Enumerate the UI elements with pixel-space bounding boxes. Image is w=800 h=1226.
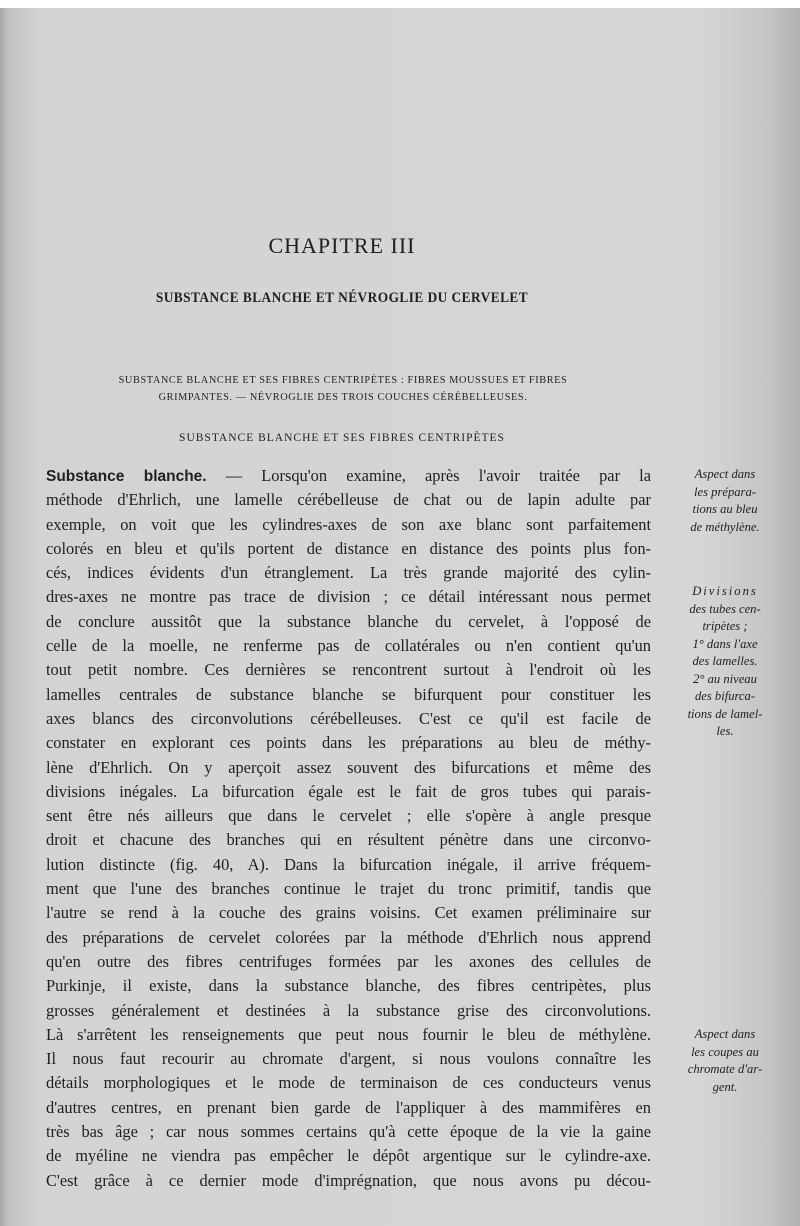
body-line: d'autres centres, en prenant bien garde de l'appliquer à des mammifères en	[46, 1097, 651, 1117]
chapter-heading: CHAPITRE III	[268, 233, 416, 258]
margin-note-line: 1° dans l'axe	[692, 636, 758, 651]
body-line: des préparations de cervelet colorées par la méthode d'Ehrlich nous apprend	[46, 927, 651, 947]
margin-note-line: de méthylène.	[690, 519, 760, 534]
margin-note-line: gent.	[712, 1079, 738, 1094]
margin-note-line: Aspect dans	[694, 467, 756, 481]
body-line-text: — Lorsqu'on examine, après l'avoir traitée par la	[206, 466, 651, 485]
body-line: cés, indices évidents d'un étranglement. La très grande majorité des cylin-	[46, 563, 651, 583]
margin-note-line: chromate d'ar-	[687, 1062, 763, 1076]
body-line: ment que l'une des branches continue le trajet du tronc primitif, tandis que	[46, 879, 651, 899]
margin-note-line: Aspect dans	[694, 1027, 756, 1041]
margin-note-line: tions de lamel-	[687, 706, 763, 721]
margin-note-line: les prépara-	[694, 484, 756, 499]
margin-note-line: les.	[716, 724, 734, 738]
margin-note-line: des tubes cen-	[689, 601, 761, 616]
margin-note-line: des bifurca-	[694, 689, 756, 703]
margin-note-line: des lamelles.	[692, 654, 758, 668]
summary-line: GRIMPANTES. — NÉVROGLIE DES TROIS COUCHES CÉRÉBELLEUSES.	[158, 392, 528, 403]
body-line: Il nous faut recourir au chromate d'argent, si nous voulons connaître les	[46, 1049, 651, 1069]
body-line: qu'en outre des fibres centrifuges formées par les axones des cellules de	[46, 951, 651, 971]
margin-note-line: Divisions	[692, 584, 758, 598]
body-line: dres-axes ne montre pas trace de division ; ce détail intéressant nous permet	[46, 587, 651, 607]
margin-note-line: tripètes ;	[702, 619, 748, 633]
body-line: lamelles centrales de substance blanche se bifurquent pour constituer les	[46, 684, 651, 704]
summary-line: SUBSTANCE BLANCHE ET SES FIBRES CENTRIPÈTES : FIBRES MOUSSUES ET FIBRES	[118, 375, 568, 386]
body-line: lène d'Ehrlich. On y aperçoit assez souvent des bifurcations et même des	[46, 757, 651, 777]
body-line: Purkinje, il existe, dans la substance blanche, des fibres centripètes, plus	[46, 976, 651, 996]
body-line: axes blancs des circonvolutions cérébelleuses. C'est ce qu'il est facile de	[46, 708, 651, 728]
body-line: grosses généralement et destinées à la substance grise des circonvolutions.	[46, 1000, 651, 1020]
body-line: lution distincte (fig. 40, A). Dans la bifurcation inégale, il arrive fréquem-	[46, 854, 651, 874]
body-line: constater en explorant ces points dans les préparations au bleu de méthy-	[46, 733, 651, 753]
body-line: droit et chacune des branches qui en résultent pénètre dans une circonvo-	[46, 830, 651, 850]
body-line: détails morphologiques et le mode de terminaison de ces conducteurs venus	[46, 1073, 651, 1093]
margin-note	[664, 583, 786, 741]
body-line: C'est grâce à ce dernier mode d'imprégnation, que nous avons pu décou-	[46, 1170, 651, 1190]
body-line: exemple, on voit que les cylindres-axes de son axe blanc sont parfaitement	[46, 514, 651, 534]
body-line: celle de la moelle, ne renferme pas de collatérales ou n'en contient qu'un	[46, 636, 651, 656]
margin-note	[664, 466, 786, 536]
scan-edge	[0, 0, 800, 8]
section-heading: SUBSTANCE BLANCHE ET SES FIBRES CENTRIPÈTES	[179, 432, 505, 444]
body-line: de myéline ne viendra pas empêcher le dépôt argentique sur le cylindre-axe.	[46, 1146, 651, 1166]
body-line: de conclure aussitôt que la substance blanche du cervelet, à l'opposé de	[46, 611, 651, 631]
lead-in: Substance blanche.	[46, 468, 207, 485]
body-line	[46, 464, 651, 488]
body-line: l'autre se rend à la couche des grains voisins. Cet examen préliminaire sur	[46, 903, 651, 923]
body-line: Là s'arrêtent les renseignements que peut nous fournir le bleu de méthylène.	[46, 1024, 651, 1044]
margin-note-line: les coupes au	[691, 1044, 759, 1059]
margin-note-line: tions au bleu	[692, 502, 758, 516]
chapter-summary	[60, 372, 626, 406]
body-line: méthode d'Ehrlich, une lamelle cérébelleuse de chat ou de lapin adulte par	[46, 490, 651, 510]
body-line: colorés en bleu et qu'ils portent de distance en distance des points plus fon-	[46, 538, 651, 558]
body-line: tout petit nombre. Ces dernières se rencontrent surtout à l'endroit où les	[46, 660, 651, 680]
body-text	[46, 464, 651, 1193]
margin-note	[664, 1026, 786, 1096]
body-line: sent être nés ailleurs que dans le cervelet ; elle s'opère à angle presque	[46, 806, 651, 826]
chapter-title: SUBSTANCE BLANCHE ET NÉVROGLIE DU CERVELET	[155, 290, 529, 306]
margin-note-line: 2° au niveau	[693, 671, 757, 686]
body-line: divisions inégales. La bifurcation égale est le fait de gros tubes qui parais-	[46, 781, 651, 801]
body-line: très bas âge ; car nous sommes certains qu'à cette époque de la vie la gaine	[46, 1122, 651, 1142]
